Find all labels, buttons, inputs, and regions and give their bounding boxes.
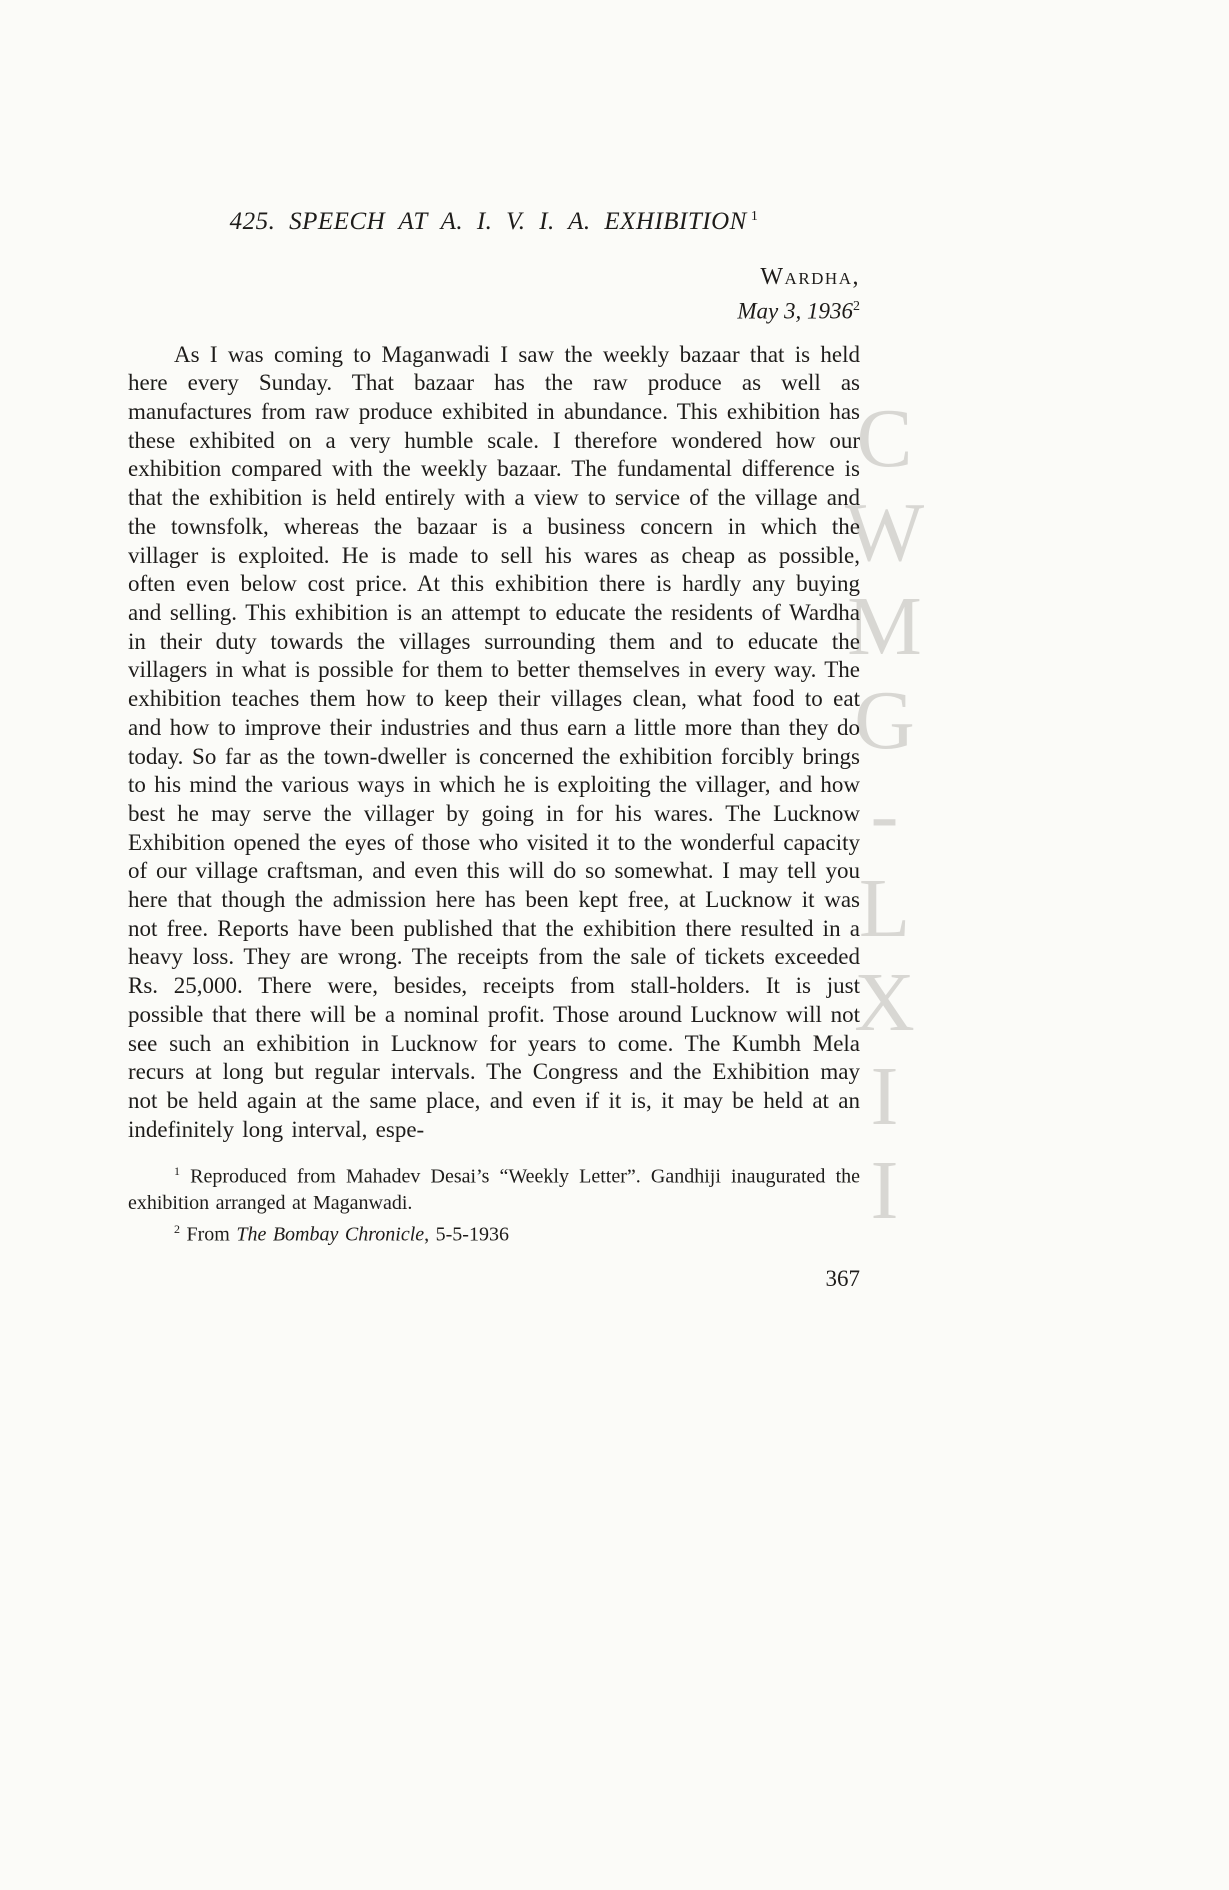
body-paragraph: As I was coming to Maganwadi I saw the weekly bazaar that is held here every Sunday. That bazaar has the raw produce as well as manufactures from raw produce exhibited in abundance. This exhibition has these exhibited on a very humble scale. I therefore wondered how our exhibition compared with the weekly bazaar. The fundamental difference is that the exhibition is held entirely with a view to service of the village and the townsfolk, whereas the bazaar is a business concern in which the villager is exploited. He is made to sell his wares as cheap as possible, often even below cost price. At this exhibition there is hardly any buying and selling. This exhibition is an attempt to educate the residents of Wardha in their duty towards the villages surrounding them and to educate the villagers in what is possible for them to better themselves in every way. The exhibition teaches them how to keep their villages clean, what food to eat and how to improve their industries and thus earn a little more than they do today. So far as the town-dweller is concerned the exhibition forcibly brings to his mind the various ways in which he is exploiting the villager, and how best he may serve the villager by going in for his wares. The Lucknow Exhibition opened the eyes of those who visited it to the wonderful capacity of our village craftsman, and even this will do so somewhat. I may tell you here that though the admission here has been kept free, at Lucknow it was not free. Reports have been published that the exhibition there resulted in a heavy loss. They are wrong. The receipts from the sale of tickets exceeded Rs. 25,000. There were, besides, receipts from stall-holders. It is just possible that there will be a nominal profit. Those around Lucknow will not see such an exhibition in Lucknow for years to come. The Kumbh Mela recurs at long but regular intervals. The Congress and the Exhibition may not be held again at the same place, and even if it is, it may be held at an indefinitely long interval, espe- [128, 341, 860, 1142]
place-line: Wardha, [760, 264, 860, 290]
page-content [128, 208, 860, 1292]
footnote-2-prefix: From [186, 1223, 237, 1246]
page-number: 367 [825, 1265, 860, 1291]
footnotes [128, 1158, 860, 1247]
date-line [128, 292, 860, 327]
byline [128, 262, 860, 327]
date-text: May 3, 1936 [737, 298, 853, 324]
footnote-2-suffix: , 5-5-1936 [424, 1223, 509, 1246]
footnote-2 [128, 1216, 860, 1248]
volume-watermark: CWMG-LXII [838, 392, 931, 1238]
title-footnote-ref: 1 [750, 208, 759, 224]
date-footnote-ref: 2 [853, 299, 860, 314]
page-title [128, 208, 860, 236]
footnote-2-source-title: The Bombay Chronicle [236, 1223, 425, 1246]
page-title-text: 425. SPEECH AT A. I. V. I. A. EXHIBITION [229, 208, 747, 235]
footnote-1-text: Reproduced from Mahadev Desai’s “Weekly Letter”. Gandhiji inaugurated the exhibition arranged at Maganwadi. [128, 1166, 861, 1214]
footnote-1-marker: 1 [174, 1164, 180, 1179]
footnote-2-marker: 2 [174, 1222, 180, 1236]
footnote-1 [128, 1158, 860, 1216]
